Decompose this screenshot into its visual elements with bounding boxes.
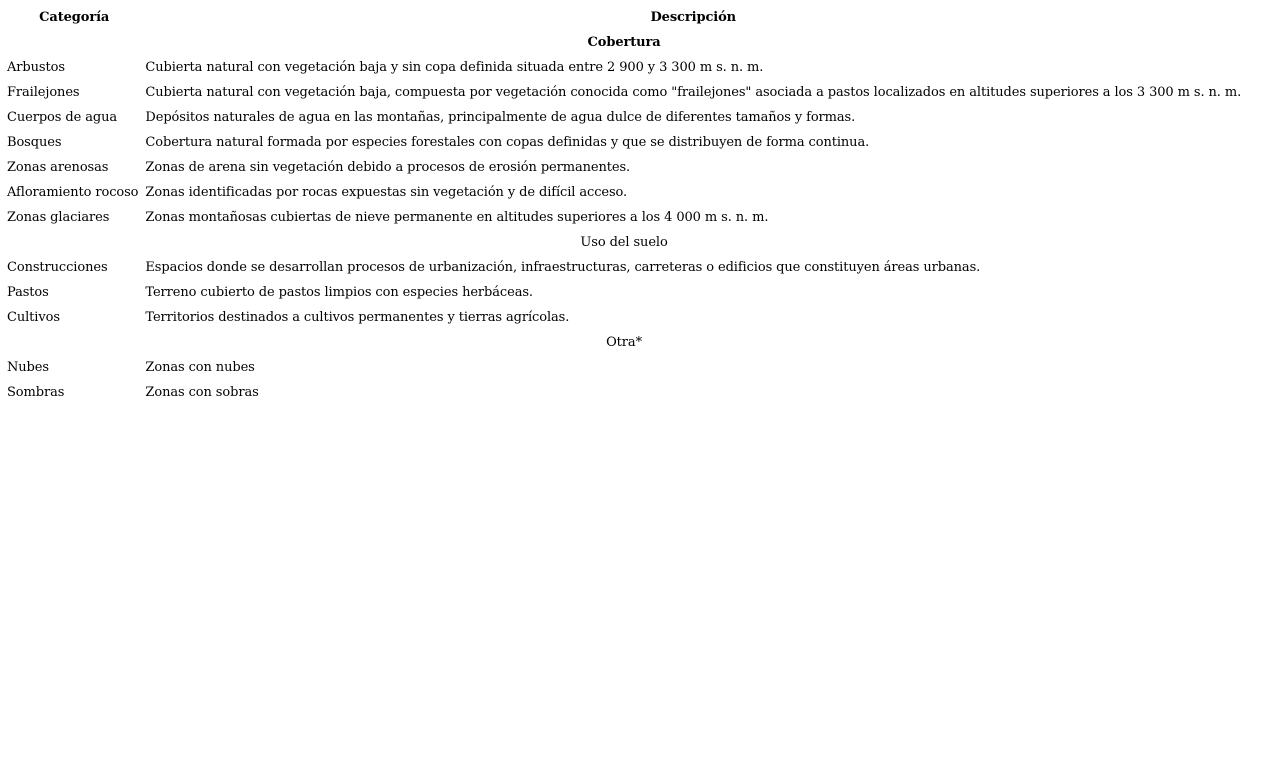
header-description: Descripción	[650, 10, 737, 25]
description-cell: Zonas identificadas por rocas expuestas sin vegetación y de difícil acceso.	[145, 185, 628, 200]
section-title: Uso del suelo	[580, 235, 668, 250]
table-body	[5, 30, 1243, 405]
table-row	[5, 280, 1243, 305]
land-cover-table	[5, 5, 1243, 405]
category-cell: Frailejones	[7, 85, 80, 100]
description-cell: Zonas de arena sin vegetación debido a procesos de erosión permanentes.	[145, 160, 631, 175]
description-cell: Zonas con sobras	[145, 385, 259, 400]
table-row	[5, 255, 1243, 280]
category-cell: Cuerpos de agua	[7, 110, 118, 125]
table-row	[5, 155, 1243, 180]
table-row	[5, 180, 1243, 205]
description-cell: Cubierta natural con vegetación baja y sin copa definida situada entre 2 900 y 3 300 m s. n. m.	[145, 60, 764, 75]
section-row	[5, 230, 1243, 255]
section-row	[5, 30, 1243, 55]
table-row	[5, 80, 1243, 105]
category-cell: Afloramiento rocoso	[7, 185, 139, 200]
description-cell: Zonas montañosas cubiertas de nieve permanente en altitudes superiores a los 4 000 m s. n. m.	[145, 210, 769, 225]
table-header	[5, 5, 1243, 30]
section-row	[5, 330, 1243, 355]
description-cell: Terreno cubierto de pastos limpios con especies herbáceas.	[145, 285, 533, 300]
category-cell: Arbustos	[7, 60, 65, 75]
description-cell: Cubierta natural con vegetación baja, compuesta por vegetación conocida como "frailejones" asociada a pastos localizados en altitudes superiores a los 3 300 m s. n. m.	[145, 85, 1242, 100]
table-row	[5, 130, 1243, 155]
category-cell: Construcciones	[7, 260, 108, 275]
description-cell: Depósitos naturales de agua en las montañas, principalmente de agua dulce de diferentes tamaños y formas.	[145, 110, 856, 125]
header-row	[5, 5, 1243, 30]
section-title: Cobertura	[587, 35, 661, 50]
category-cell: Nubes	[7, 360, 49, 375]
category-cell: Cultivos	[7, 310, 60, 325]
table-row	[5, 205, 1243, 230]
category-cell: Sombras	[7, 385, 65, 400]
description-cell: Zonas con nubes	[145, 360, 255, 375]
header-category: Categoría	[39, 10, 110, 25]
table-row	[5, 105, 1243, 130]
category-cell: Zonas glaciares	[7, 210, 110, 225]
table-row	[5, 55, 1243, 80]
table-row	[5, 305, 1243, 330]
description-cell: Espacios donde se desarrollan procesos de urbanización, infraestructuras, carreteras o edificios que constituyen áreas urbanas.	[145, 260, 981, 275]
description-cell: Territorios destinados a cultivos permanentes y tierras agrícolas.	[145, 310, 570, 325]
section-title: Otra*	[606, 335, 642, 350]
table-row	[5, 355, 1243, 380]
category-cell: Bosques	[7, 135, 62, 150]
category-cell: Pastos	[7, 285, 49, 300]
table-row	[5, 380, 1243, 405]
category-cell: Zonas arenosas	[7, 160, 109, 175]
description-cell: Cobertura natural formada por especies forestales con copas definidas y que se distribuyen de forma continua.	[145, 135, 870, 150]
